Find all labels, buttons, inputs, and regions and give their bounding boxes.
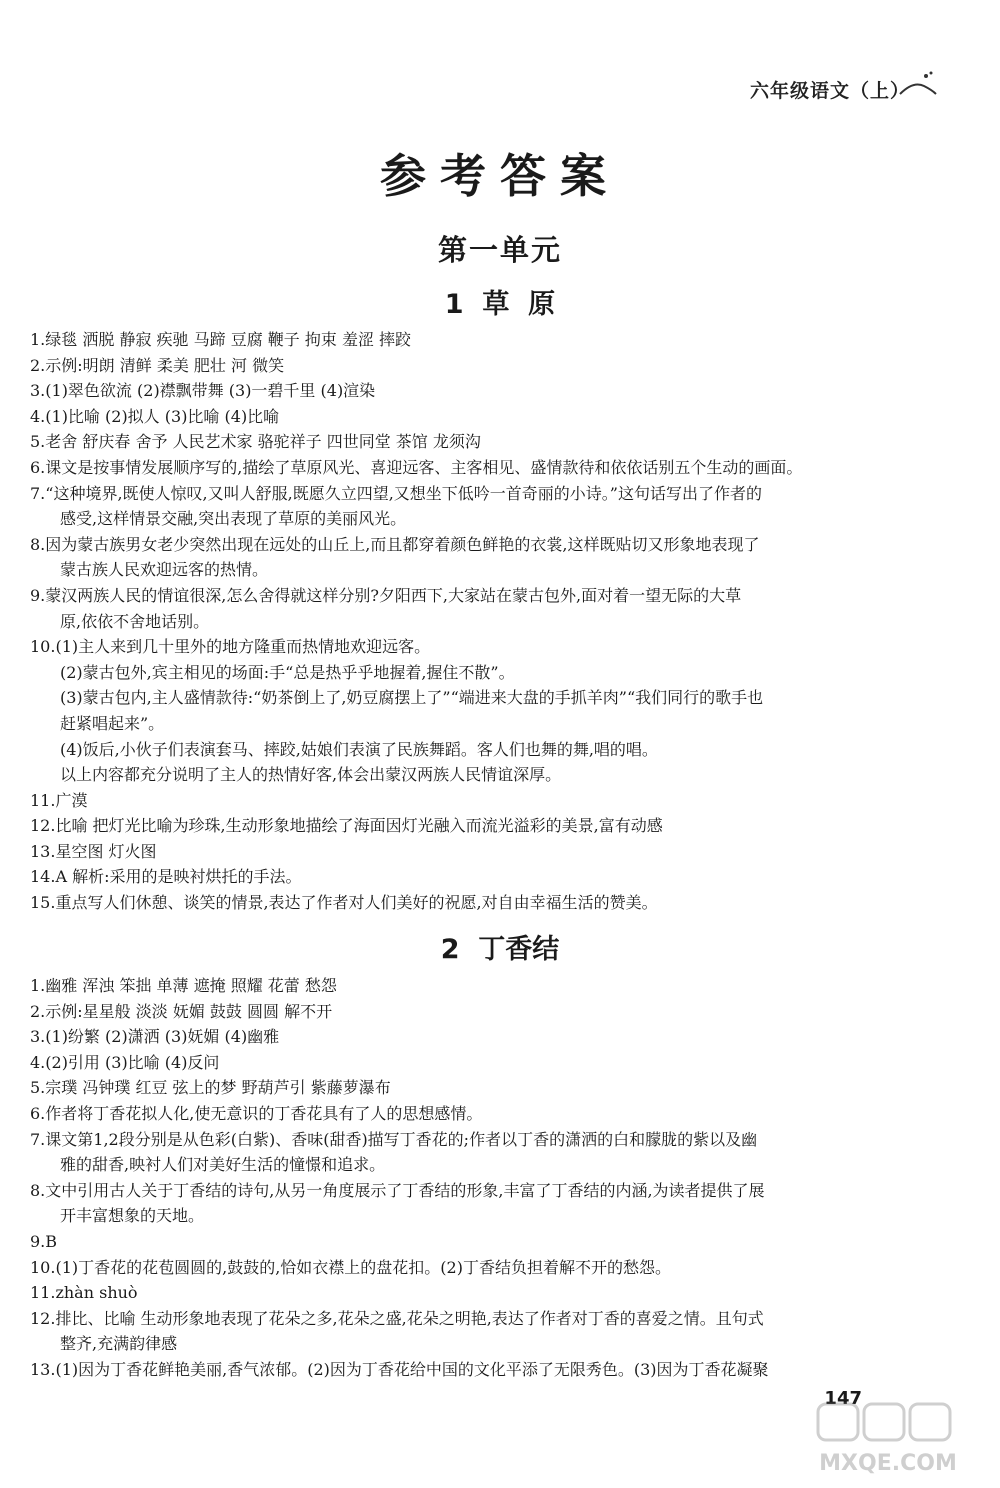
answer-line: 以上内容都充分说明了主人的热情好客,体会出蒙汉两族人民情谊深厚。 [60, 765, 562, 785]
answer-line: (4)饭后,小伙子们表演套马、摔跤,姑娘们表演了民族舞蹈。客人们也舞的舞,唱的唱。 [60, 739, 658, 759]
answer-line: 蒙古族人民欢迎远客的热情。 [60, 560, 269, 580]
answer-line: 感受,这样情景交融,突出表现了草原的美丽风光。 [60, 509, 407, 529]
lesson-2-header [0, 927, 1000, 973]
answer-line: 9.B [30, 1231, 58, 1251]
answer-line: 15.重点写人们休憩、谈笑的情景,表达了作者对人们美好的祝愿,对自由幸福生活的赞美。 [30, 893, 658, 913]
answer-line: 原,依依不舍地话别。 [60, 611, 210, 631]
answer-line: 13.星空图 灯火图 [30, 841, 157, 861]
answer-line: 11.zhàn shuò [30, 1283, 138, 1303]
answer-line: 1.绿毯 洒脱 静寂 疾驰 马蹄 豆腐 鞭子 拘束 羞涩 摔跤 [30, 330, 412, 349]
answer-line: 3.(1)纷繁 (2)潇洒 (3)妩媚 (4)幽雅 [30, 1027, 280, 1047]
answer-line: 7.“这种境界,既使人惊叹,又叫人舒服,既愿久立四望,又想坐下低吟一首奇丽的小诗。”这句话写出了作者的 [30, 483, 762, 503]
answer-line: 10.(1)丁香花的花苞圆圆的,鼓鼓的,恰如衣襟上的盘花扣。(2)丁香结负担着解不开的愁怨。 [30, 1257, 671, 1277]
watermark-text: MXQE.COM [819, 1451, 957, 1476]
answer-line: 12.比喻 把灯光比喻为珍珠,生动形象地描绘了海面因灯光融入而流光溢彩的美景,富有动感 [30, 816, 663, 836]
lesson-title: 1 草 原 [444, 289, 556, 320]
answer-line: 整齐,充满韵律感 [60, 1334, 178, 1354]
lesson-1-answers [30, 327, 920, 916]
page-title: 参考答案 [380, 149, 620, 203]
answer-line: 5.老舍 舒庆春 舍予 人民艺术家 骆驼祥子 四世同堂 茶馆 龙须沟 [30, 432, 481, 452]
answer-line: 开丰富想象的天地。 [60, 1206, 205, 1226]
answer-line: 8.因为蒙古族男女老少突然出现在远处的山丘上,而且都穿着颜色鲜艳的衣裳,这样既贴切又形象地表现了 [30, 534, 760, 554]
header-decoration-icon [898, 68, 938, 98]
answer-line: (2)蒙古包外,宾主相见的场面:手“总是热乎乎地握着,握住不散”。 [60, 662, 515, 682]
watermark-logo-icon [798, 1400, 978, 1480]
answer-line: 14.A 解析:采用的是映衬烘托的手法。 [30, 867, 302, 887]
answer-line: 4.(1)比喻 (2)拟人 (3)比喻 (4)比喻 [30, 406, 280, 426]
header-grade-subject: 六年级语文（上） [749, 80, 910, 102]
answer-line: 11.广漠 [30, 790, 88, 810]
answer-line: 2.示例:明朗 清鲜 柔美 肥壮 河 微笑 [30, 355, 285, 375]
answer-line: 9.蒙汉两族人民的情谊很深,怎么舍得就这样分别?夕阳西下,大家站在蒙古包外,面对着一望无际的大草 [30, 585, 742, 605]
answer-line: 1.幽雅 浑浊 笨拙 单薄 遮掩 照耀 花蕾 愁怨 [30, 976, 337, 995]
answer-line: 8.文中引用古人关于丁香结的诗句,从另一角度展示了丁香结的形象,丰富了丁香结的内涵,为读者提供了展 [30, 1180, 765, 1200]
answer-line: 6.作者将丁香花拟人化,使无意识的丁香花具有了人的思想感情。 [30, 1103, 483, 1123]
lesson-title: 2 丁香结 [440, 934, 560, 965]
answer-line: 雅的甜香,映衬人们对美好生活的憧憬和追求。 [60, 1155, 386, 1175]
answer-line: 10.(1)主人来到几十里外的地方隆重而热情地欢迎远客。 [30, 637, 431, 657]
lesson-2-answers [30, 973, 920, 1383]
lesson-1-header [0, 282, 1000, 328]
answer-line: 4.(2)引用 (3)比喻 (4)反问 [30, 1052, 220, 1072]
answer-line: 12.排比、比喻 生动形象地表现了花朵之多,花朵之盛,花朵之明艳,表达了作者对丁香的喜爱之情。且句式 [30, 1308, 764, 1328]
answer-line: 赶紧唱起来”。 [60, 713, 165, 733]
answer-line: 7.课文第1,2段分别是从色彩(白紫)、香味(甜香)描写丁香花的;作者以丁香的潇洒的白和朦胧的紫以及幽 [30, 1129, 758, 1149]
answer-line: (3)蒙古包内,主人盛情款待:“奶茶倒上了,奶豆腐摆上了”“端进来大盘的手抓羊肉”“我们同行的歌手也 [60, 688, 764, 708]
unit-title: 第一单元 [437, 233, 562, 267]
answer-line: 3.(1)翠色欲流 (2)襟飘带舞 (3)一碧千里 (4)渲染 [30, 381, 376, 401]
answer-line: 13.(1)因为丁香花鲜艳美丽,香气浓郁。(2)因为丁香花给中国的文化平添了无限秀色。(3)因为丁香花凝聚 [30, 1359, 769, 1379]
page-number: 147 [824, 1388, 862, 1409]
answer-line: 5.宗璞 冯钟璞 红豆 弦上的梦 野葫芦引 紫藤萝瀑布 [30, 1078, 391, 1098]
answer-line: 6.课文是按事情发展顺序写的,描绘了草原风光、喜迎远客、主客相见、盛情款待和依依话别五个生动的画面。 [30, 457, 803, 477]
answer-line: 2.示例:星星般 淡淡 妩媚 鼓鼓 圆圆 解不开 [30, 1001, 333, 1021]
